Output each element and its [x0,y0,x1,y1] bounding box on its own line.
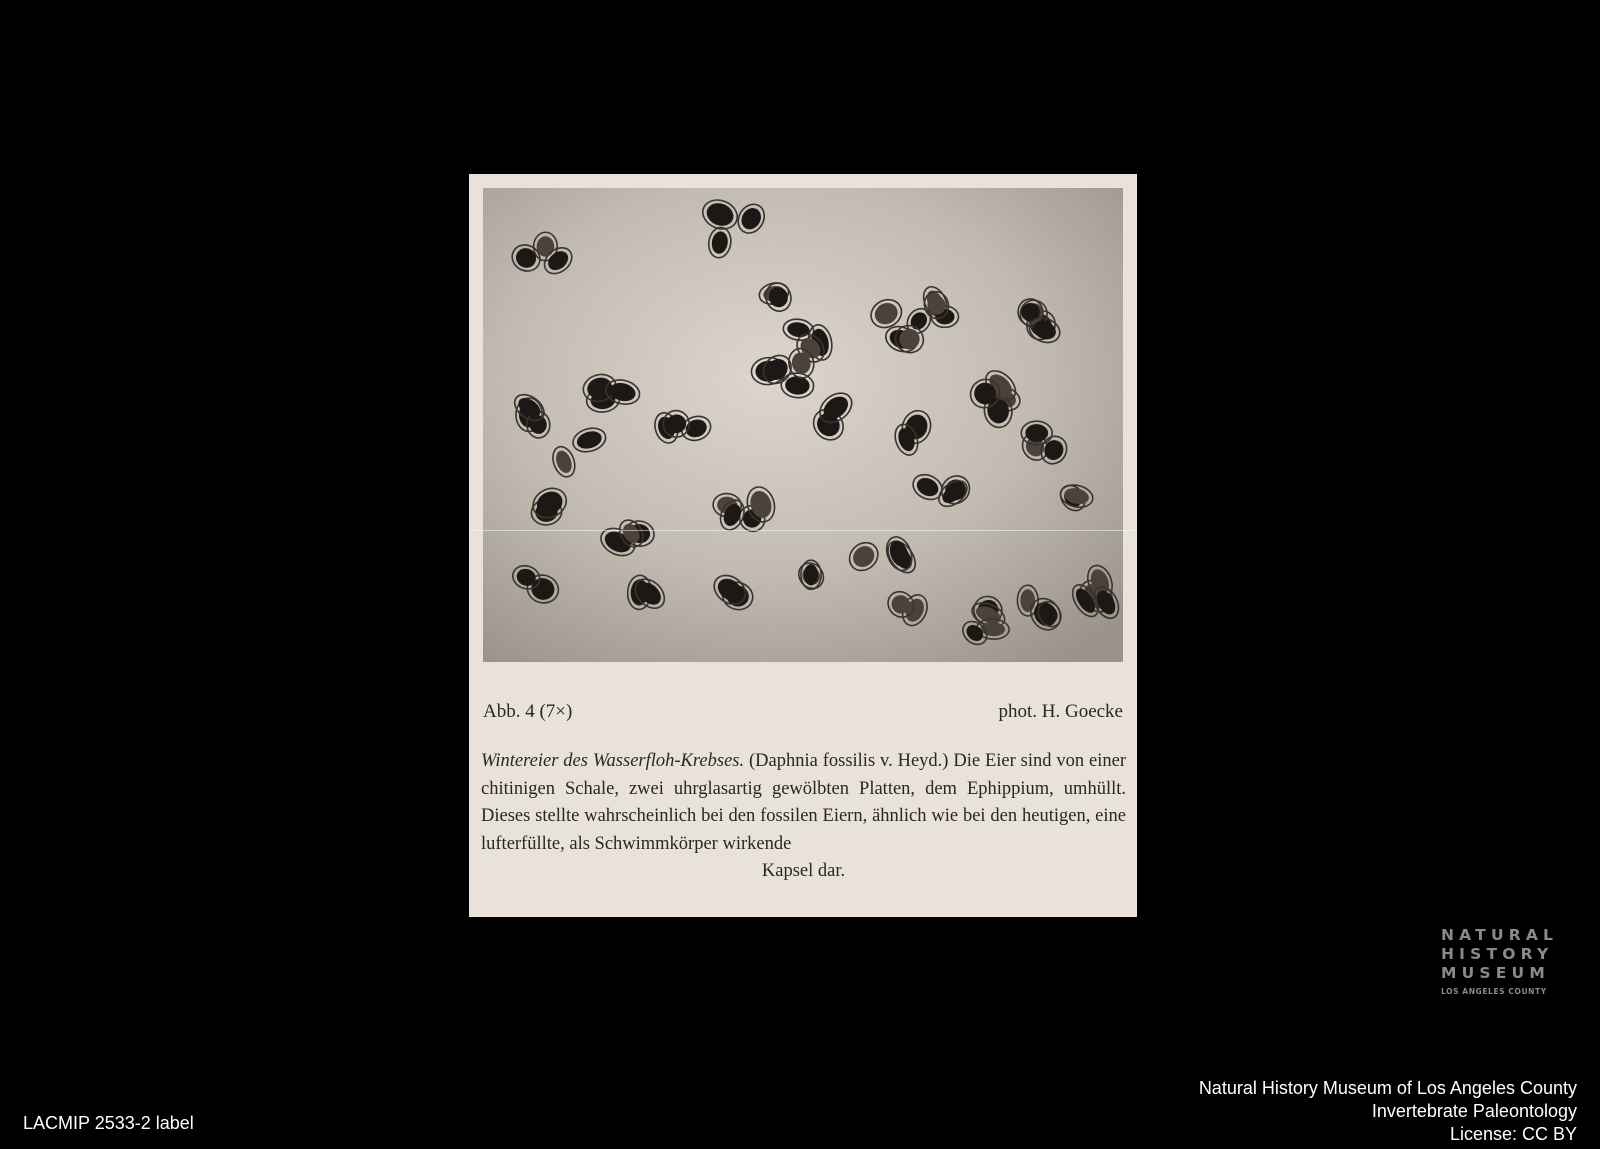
logo-line-natural: NATURAL [1441,926,1559,944]
egg-photograph-image [483,188,1123,662]
specimen-label-card [469,174,1137,917]
paper-fold-line [469,530,1137,531]
logo-line-county: LOS ANGELES COUNTY [1441,987,1547,996]
caption-title: Wintereier des Wasserfloh-Krebses. [481,751,745,771]
credit-license: License: CC BY [1449,1124,1577,1144]
logo-line-history: HISTORY [1441,945,1554,963]
figure-number: Abb. 4 (7×) [483,701,573,722]
credits-block [1199,1077,1577,1146]
photo-credit: phot. H. Goecke [998,701,1123,722]
museum-logo [1441,926,1561,996]
caption-description: (Daphnia fossilis v. Heyd.) Die Eier sind von einer chitinigen Schale, zwei uhrglasartig gewölbten Platten, dem Ephippium, umhüllt. Dieses stellte wahrscheinlich bei den fossilen Eiern, ähnlich wie bei den heutigen, eine lufterfüllte, als Schwimmkörper wirkende [481,751,1126,854]
credit-institution: Natural History Museum of Los Angeles County [1198,1078,1577,1098]
caption-text [481,748,1126,886]
logo-line-museum: MUSEUM [1441,964,1550,982]
specimen-id-label: LACMIP 2533-2 label [23,1113,194,1133]
caption-last-line: Kapsel dar. [761,861,846,881]
credit-department: Invertebrate Paleontology [1371,1101,1577,1121]
egg-photograph [483,188,1123,662]
